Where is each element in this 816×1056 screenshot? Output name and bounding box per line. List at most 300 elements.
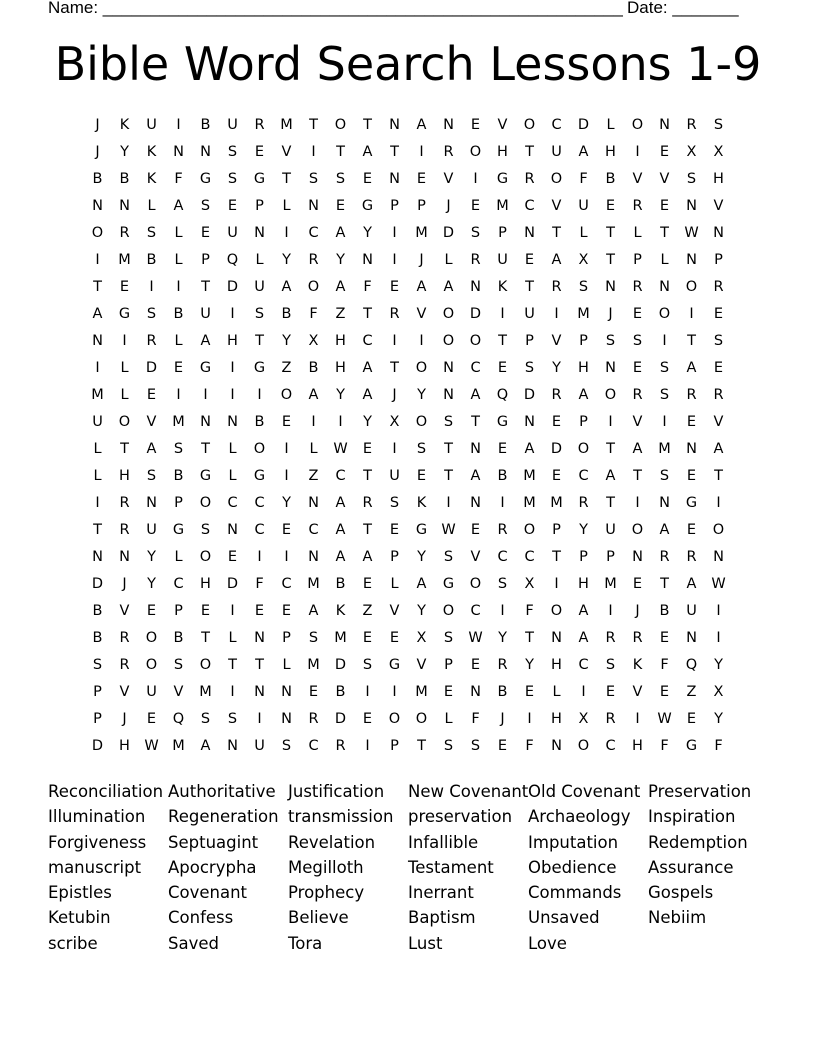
grid-cell[interactable]: I (392, 225, 397, 241)
grid-cell[interactable]: A (470, 387, 481, 403)
grid-cell[interactable]: L (282, 657, 291, 673)
grid-cell[interactable]: T (498, 333, 507, 349)
grid-cell[interactable]: B (92, 603, 103, 619)
grid-cell[interactable]: C (470, 360, 481, 376)
grid-cell[interactable]: T (444, 441, 453, 457)
grid-cell[interactable]: W (684, 225, 699, 241)
grid-cell[interactable]: Y (282, 252, 291, 268)
grid-cell[interactable]: V (443, 171, 454, 187)
grid-cell[interactable]: E (416, 171, 427, 187)
grid-cell[interactable]: P (606, 549, 615, 565)
name-field[interactable]: Name: _______________________________________________________ (48, 0, 623, 17)
grid-cell[interactable]: R (119, 495, 130, 511)
grid-cell[interactable]: M (280, 117, 293, 133)
grid-cell[interactable]: P (282, 630, 291, 646)
grid-cell[interactable]: O (199, 549, 212, 565)
grid-cell[interactable]: E (605, 198, 616, 214)
grid-cell[interactable]: D (91, 576, 104, 592)
grid-cell[interactable]: N (659, 279, 670, 295)
grid-cell[interactable]: B (119, 171, 130, 187)
grid-cell[interactable]: Y (417, 387, 426, 403)
grid-cell[interactable]: K (119, 117, 130, 133)
grid-cell[interactable]: B (281, 306, 292, 322)
grid-cell[interactable]: C (551, 117, 562, 133)
grid-cell[interactable]: K (335, 603, 346, 619)
grid-cell[interactable]: R (524, 171, 535, 187)
grid-cell[interactable]: X (308, 333, 319, 349)
grid-cell[interactable]: I (149, 279, 154, 295)
grid-cell[interactable]: K (497, 279, 508, 295)
grid-cell[interactable]: N (119, 549, 130, 565)
grid-cell[interactable]: O (577, 441, 590, 457)
grid-cell[interactable]: D (226, 576, 239, 592)
grid-cell[interactable]: D (550, 441, 563, 457)
grid-cell[interactable]: I (419, 333, 424, 349)
grid-cell[interactable]: I (635, 495, 640, 511)
grid-cell[interactable]: U (254, 738, 265, 754)
grid-cell[interactable]: L (228, 468, 237, 484)
grid-cell[interactable]: T (606, 441, 615, 457)
grid-cell[interactable]: P (633, 252, 642, 268)
grid-cell[interactable]: O (631, 117, 644, 133)
grid-cell[interactable]: N (551, 738, 562, 754)
grid-cell[interactable]: V (713, 414, 724, 430)
grid-cell[interactable]: U (497, 252, 508, 268)
grid-cell[interactable]: E (227, 198, 238, 214)
grid-cell[interactable]: M (415, 684, 428, 700)
grid-cell[interactable]: L (606, 117, 615, 133)
grid-cell[interactable]: I (230, 360, 235, 376)
grid-cell[interactable]: O (91, 225, 104, 241)
grid-cell[interactable]: N (686, 252, 697, 268)
grid-cell[interactable]: M (307, 657, 320, 673)
grid-cell[interactable]: A (470, 468, 481, 484)
grid-cell[interactable]: I (392, 333, 397, 349)
grid-cell[interactable]: T (336, 144, 345, 160)
grid-cell[interactable]: C (227, 495, 238, 511)
grid-cell[interactable]: S (281, 738, 292, 754)
grid-cell[interactable]: O (523, 522, 536, 538)
grid-cell[interactable]: C (524, 549, 535, 565)
grid-cell[interactable]: R (605, 630, 616, 646)
grid-cell[interactable]: E (605, 684, 616, 700)
grid-cell[interactable]: S (659, 387, 670, 403)
grid-cell[interactable]: E (200, 603, 211, 619)
grid-cell[interactable]: G (388, 657, 401, 673)
grid-cell[interactable]: O (550, 603, 563, 619)
grid-cell[interactable]: C (470, 603, 481, 619)
grid-cell[interactable]: Y (579, 522, 588, 538)
grid-cell[interactable]: W (657, 711, 672, 727)
grid-cell[interactable]: N (119, 198, 130, 214)
grid-cell[interactable]: L (228, 441, 237, 457)
grid-cell[interactable]: P (201, 252, 210, 268)
grid-cell[interactable]: L (282, 198, 291, 214)
grid-cell[interactable]: R (686, 549, 697, 565)
grid-cell[interactable]: P (714, 252, 723, 268)
grid-cell[interactable]: H (335, 333, 346, 349)
grid-cell[interactable]: Z (335, 306, 346, 322)
grid-cell[interactable]: B (335, 576, 346, 592)
grid-cell[interactable]: H (578, 576, 589, 592)
grid-cell[interactable]: P (552, 522, 561, 538)
grid-cell[interactable]: V (173, 684, 184, 700)
grid-cell[interactable]: Y (417, 549, 426, 565)
grid-cell[interactable]: S (227, 144, 238, 160)
grid-cell[interactable]: L (93, 441, 102, 457)
grid-cell[interactable]: Y (147, 549, 156, 565)
grid-cell[interactable]: E (254, 144, 265, 160)
grid-cell[interactable]: N (254, 630, 265, 646)
grid-cell[interactable]: V (551, 333, 562, 349)
grid-cell[interactable]: X (578, 711, 589, 727)
grid-cell[interactable]: A (362, 549, 373, 565)
grid-cell[interactable]: N (686, 198, 697, 214)
grid-cell[interactable]: T (525, 144, 534, 160)
grid-cell[interactable]: S (173, 657, 184, 673)
grid-cell[interactable]: Y (498, 630, 507, 646)
grid-cell[interactable]: U (254, 279, 265, 295)
grid-cell[interactable]: M (550, 495, 563, 511)
grid-cell[interactable]: L (93, 468, 102, 484)
grid-cell[interactable]: H (632, 738, 643, 754)
grid-cell[interactable]: T (93, 279, 102, 295)
grid-cell[interactable]: O (145, 657, 158, 673)
grid-cell[interactable]: U (605, 522, 616, 538)
grid-cell[interactable]: T (525, 279, 534, 295)
grid-cell[interactable]: A (362, 360, 373, 376)
grid-cell[interactable]: E (146, 603, 157, 619)
grid-cell[interactable]: V (713, 198, 724, 214)
grid-cell[interactable]: R (497, 657, 508, 673)
grid-cell[interactable]: O (685, 279, 698, 295)
grid-cell[interactable]: R (659, 549, 670, 565)
grid-cell[interactable]: A (335, 495, 346, 511)
grid-cell[interactable]: U (146, 522, 157, 538)
grid-cell[interactable]: B (146, 252, 157, 268)
grid-cell[interactable]: H (713, 171, 724, 187)
grid-cell[interactable]: P (498, 225, 507, 241)
grid-cell[interactable]: E (686, 414, 697, 430)
grid-cell[interactable]: L (174, 549, 183, 565)
grid-cell[interactable]: E (497, 738, 508, 754)
grid-cell[interactable]: E (686, 711, 697, 727)
grid-cell[interactable]: O (550, 171, 563, 187)
grid-cell[interactable]: E (713, 360, 724, 376)
grid-cell[interactable]: X (686, 144, 697, 160)
grid-cell[interactable]: P (390, 198, 399, 214)
grid-cell[interactable]: H (497, 144, 508, 160)
grid-cell[interactable]: I (500, 495, 505, 511)
grid-cell[interactable]: H (335, 360, 346, 376)
grid-cell[interactable]: X (416, 630, 427, 646)
grid-cell[interactable]: A (335, 522, 346, 538)
grid-cell[interactable]: N (470, 684, 481, 700)
grid-cell[interactable]: E (632, 576, 643, 592)
grid-cell[interactable]: A (308, 603, 319, 619)
grid-cell[interactable]: B (308, 360, 319, 376)
grid-cell[interactable]: T (714, 468, 723, 484)
grid-cell[interactable]: H (200, 576, 211, 592)
grid-cell[interactable]: E (470, 117, 481, 133)
grid-cell[interactable]: Y (363, 414, 372, 430)
grid-cell[interactable]: A (659, 522, 670, 538)
grid-cell[interactable]: A (443, 279, 454, 295)
grid-cell[interactable]: S (443, 414, 454, 430)
grid-cell[interactable]: F (255, 576, 264, 592)
grid-cell[interactable]: B (173, 630, 184, 646)
grid-cell[interactable]: R (119, 657, 130, 673)
grid-cell[interactable]: E (281, 603, 292, 619)
grid-cell[interactable]: B (173, 468, 184, 484)
grid-cell[interactable]: S (443, 630, 454, 646)
grid-cell[interactable]: B (497, 468, 508, 484)
grid-cell[interactable]: C (578, 657, 589, 673)
grid-cell[interactable]: L (660, 252, 669, 268)
grid-cell[interactable]: I (716, 603, 721, 619)
grid-cell[interactable]: I (338, 414, 343, 430)
grid-cell[interactable]: N (551, 630, 562, 646)
grid-cell[interactable]: T (606, 495, 615, 511)
grid-cell[interactable]: N (686, 441, 697, 457)
grid-cell[interactable]: I (446, 495, 451, 511)
grid-cell[interactable]: E (146, 387, 157, 403)
grid-cell[interactable]: S (605, 657, 616, 673)
grid-cell[interactable]: E (470, 522, 481, 538)
grid-cell[interactable]: R (686, 117, 697, 133)
grid-cell[interactable]: L (174, 225, 183, 241)
grid-cell[interactable]: N (92, 198, 103, 214)
grid-cell[interactable]: T (363, 306, 372, 322)
grid-cell[interactable]: M (523, 468, 536, 484)
grid-cell[interactable]: N (389, 117, 400, 133)
grid-cell[interactable]: W (711, 576, 726, 592)
grid-cell[interactable]: I (635, 144, 640, 160)
grid-cell[interactable]: X (524, 576, 535, 592)
grid-cell[interactable]: R (308, 252, 319, 268)
grid-cell[interactable]: I (716, 630, 721, 646)
grid-cell[interactable]: I (527, 711, 532, 727)
grid-cell[interactable]: E (173, 360, 184, 376)
grid-cell[interactable]: U (578, 198, 589, 214)
grid-cell[interactable]: B (200, 117, 211, 133)
grid-cell[interactable]: H (578, 360, 589, 376)
grid-cell[interactable]: X (578, 252, 589, 268)
grid-cell[interactable]: G (253, 171, 266, 187)
grid-cell[interactable]: I (662, 414, 667, 430)
grid-cell[interactable]: I (257, 549, 262, 565)
grid-cell[interactable]: O (604, 387, 617, 403)
grid-cell[interactable]: H (227, 333, 238, 349)
grid-cell[interactable]: E (362, 630, 373, 646)
grid-cell[interactable]: I (473, 171, 478, 187)
grid-cell[interactable]: J (446, 198, 451, 214)
grid-cell[interactable]: L (120, 360, 129, 376)
grid-cell[interactable]: M (604, 576, 617, 592)
grid-cell[interactable]: M (172, 738, 185, 754)
grid-cell[interactable]: Q (496, 387, 509, 403)
grid-cell[interactable]: T (390, 360, 399, 376)
grid-cell[interactable]: S (443, 549, 454, 565)
grid-cell[interactable]: F (471, 711, 480, 727)
grid-cell[interactable]: E (200, 225, 211, 241)
grid-cell[interactable]: N (443, 387, 454, 403)
grid-cell[interactable]: N (227, 522, 238, 538)
grid-cell[interactable]: R (497, 522, 508, 538)
grid-cell[interactable]: V (119, 603, 130, 619)
grid-cell[interactable]: I (635, 711, 640, 727)
grid-cell[interactable]: I (554, 306, 559, 322)
grid-cell[interactable]: S (254, 306, 265, 322)
grid-cell[interactable]: I (392, 441, 397, 457)
grid-cell[interactable]: F (579, 171, 588, 187)
grid-cell[interactable]: I (581, 684, 586, 700)
grid-cell[interactable]: W (468, 630, 483, 646)
grid-cell[interactable]: C (254, 495, 265, 511)
grid-cell[interactable]: T (660, 576, 669, 592)
grid-cell[interactable]: M (496, 198, 509, 214)
grid-cell[interactable]: O (199, 495, 212, 511)
grid-cell[interactable]: N (362, 252, 373, 268)
grid-cell[interactable]: I (284, 468, 289, 484)
grid-cell[interactable]: J (95, 117, 100, 133)
grid-cell[interactable]: J (608, 306, 613, 322)
grid-cell[interactable]: H (551, 711, 562, 727)
grid-cell[interactable]: R (389, 306, 400, 322)
grid-cell[interactable]: E (389, 522, 400, 538)
grid-cell[interactable]: E (119, 279, 130, 295)
grid-cell[interactable]: C (524, 198, 535, 214)
grid-cell[interactable]: V (416, 657, 427, 673)
grid-cell[interactable]: T (687, 333, 696, 349)
grid-cell[interactable]: N (281, 711, 292, 727)
grid-cell[interactable]: A (632, 441, 643, 457)
grid-cell[interactable]: R (119, 225, 130, 241)
grid-cell[interactable]: I (95, 252, 100, 268)
grid-cell[interactable]: X (389, 414, 400, 430)
grid-cell[interactable]: O (469, 333, 482, 349)
grid-cell[interactable]: L (174, 252, 183, 268)
grid-cell[interactable]: N (173, 144, 184, 160)
grid-cell[interactable]: Y (525, 657, 534, 673)
grid-cell[interactable]: N (659, 495, 670, 511)
grid-cell[interactable]: Y (336, 387, 345, 403)
grid-cell[interactable]: C (173, 576, 184, 592)
grid-cell[interactable]: S (362, 657, 373, 673)
grid-cell[interactable]: Y (417, 603, 426, 619)
grid-cell[interactable]: V (119, 684, 130, 700)
grid-cell[interactable]: S (92, 657, 103, 673)
grid-cell[interactable]: S (578, 279, 589, 295)
grid-cell[interactable]: N (524, 414, 535, 430)
grid-cell[interactable]: G (253, 360, 266, 376)
grid-cell[interactable]: N (470, 279, 481, 295)
grid-cell[interactable]: E (470, 198, 481, 214)
grid-cell[interactable]: L (174, 333, 183, 349)
grid-cell[interactable]: A (686, 576, 697, 592)
grid-cell[interactable]: O (253, 441, 266, 457)
grid-cell[interactable]: T (201, 630, 210, 646)
grid-cell[interactable]: R (119, 522, 130, 538)
grid-cell[interactable]: A (200, 738, 211, 754)
grid-cell[interactable]: P (390, 738, 399, 754)
grid-cell[interactable]: L (255, 252, 264, 268)
grid-cell[interactable]: J (392, 387, 397, 403)
grid-cell[interactable]: I (392, 252, 397, 268)
grid-cell[interactable]: S (686, 171, 697, 187)
grid-cell[interactable]: A (146, 441, 157, 457)
grid-cell[interactable]: O (442, 603, 455, 619)
grid-cell[interactable]: S (524, 360, 535, 376)
grid-cell[interactable]: A (362, 144, 373, 160)
grid-cell[interactable]: M (658, 441, 671, 457)
grid-cell[interactable]: K (146, 171, 157, 187)
grid-cell[interactable]: A (335, 225, 346, 241)
grid-cell[interactable]: H (605, 144, 616, 160)
grid-cell[interactable]: C (497, 549, 508, 565)
grid-cell[interactable]: B (92, 630, 103, 646)
grid-cell[interactable]: L (444, 252, 453, 268)
grid-cell[interactable]: N (308, 549, 319, 565)
grid-cell[interactable]: R (551, 387, 562, 403)
grid-cell[interactable]: U (146, 684, 157, 700)
grid-cell[interactable]: I (500, 306, 505, 322)
grid-cell[interactable]: S (227, 711, 238, 727)
grid-cell[interactable]: P (390, 549, 399, 565)
grid-cell[interactable]: P (174, 603, 183, 619)
grid-cell[interactable]: T (282, 171, 291, 187)
grid-cell[interactable]: E (659, 684, 670, 700)
grid-cell[interactable]: R (362, 495, 373, 511)
grid-cell[interactable]: C (578, 468, 589, 484)
grid-cell[interactable]: N (632, 549, 643, 565)
grid-cell[interactable]: F (363, 279, 372, 295)
grid-cell[interactable]: R (686, 387, 697, 403)
grid-cell[interactable]: M (172, 414, 185, 430)
grid-cell[interactable]: J (635, 603, 640, 619)
grid-cell[interactable]: G (442, 576, 455, 592)
grid-cell[interactable]: N (254, 225, 265, 241)
grid-cell[interactable]: I (257, 387, 262, 403)
grid-cell[interactable]: R (632, 630, 643, 646)
grid-cell[interactable]: A (92, 306, 103, 322)
grid-cell[interactable]: I (365, 738, 370, 754)
grid-cell[interactable]: T (120, 441, 129, 457)
grid-cell[interactable]: E (713, 306, 724, 322)
grid-cell[interactable]: N (659, 117, 670, 133)
grid-cell[interactable]: I (284, 225, 289, 241)
grid-cell[interactable]: O (388, 711, 401, 727)
grid-cell[interactable]: F (525, 738, 534, 754)
grid-cell[interactable]: O (442, 306, 455, 322)
grid-cell[interactable]: U (92, 414, 103, 430)
grid-cell[interactable]: K (416, 495, 427, 511)
grid-cell[interactable]: U (227, 225, 238, 241)
grid-cell[interactable]: I (365, 684, 370, 700)
grid-cell[interactable]: L (633, 225, 642, 241)
grid-cell[interactable]: C (335, 468, 346, 484)
grid-cell[interactable]: O (577, 738, 590, 754)
grid-cell[interactable]: G (361, 198, 374, 214)
grid-cell[interactable]: B (605, 171, 616, 187)
grid-cell[interactable]: T (660, 225, 669, 241)
grid-cell[interactable]: L (228, 630, 237, 646)
grid-cell[interactable]: E (497, 441, 508, 457)
grid-cell[interactable]: S (146, 225, 157, 241)
grid-cell[interactable]: A (605, 468, 616, 484)
grid-cell[interactable]: V (632, 684, 643, 700)
grid-cell[interactable]: U (227, 117, 238, 133)
